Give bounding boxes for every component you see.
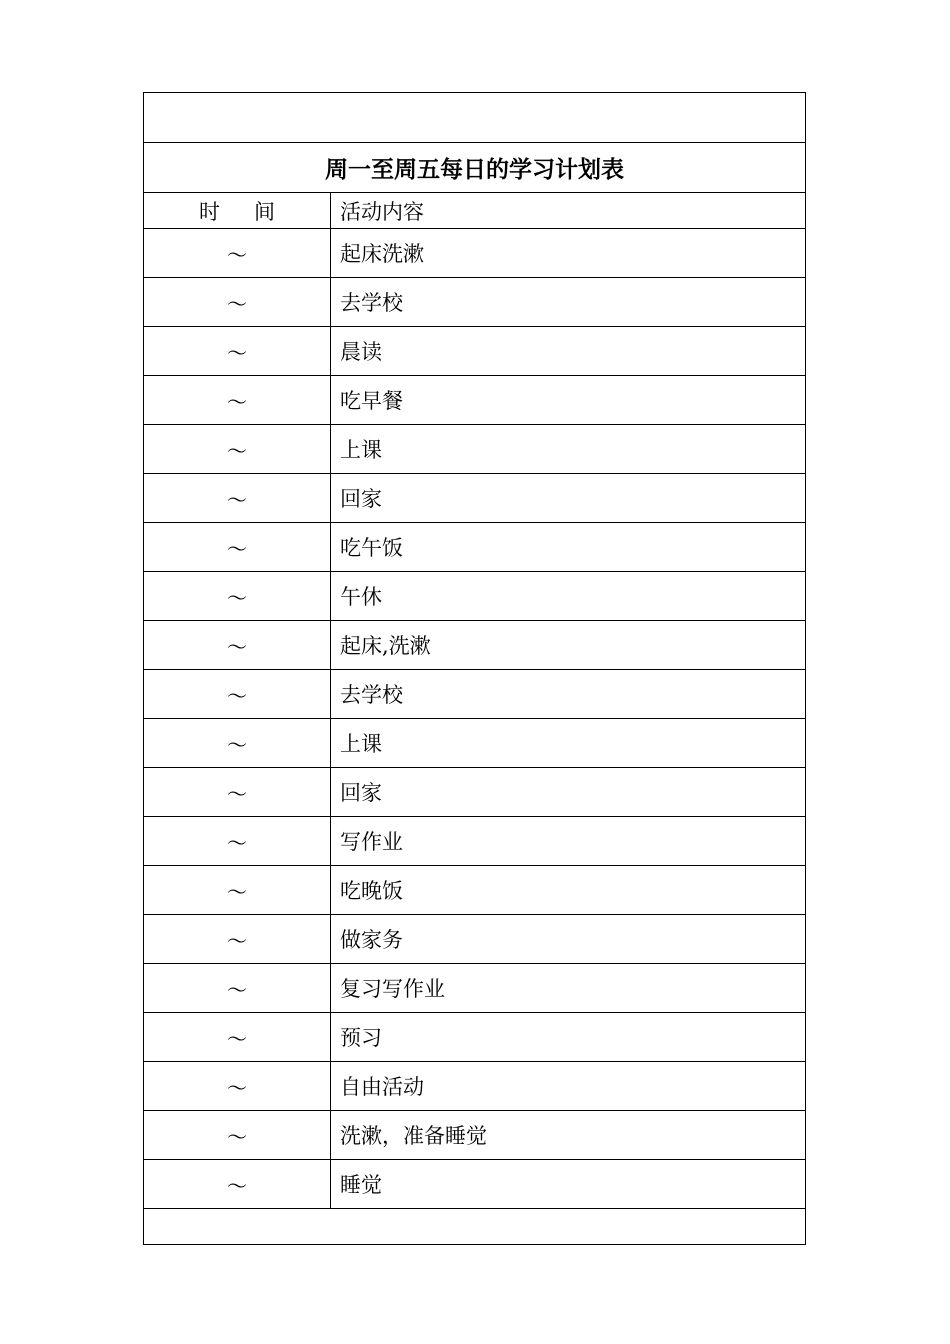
time-cell: ～: [144, 817, 331, 866]
table-row: [144, 866, 806, 915]
table-row: [144, 425, 806, 474]
time-cell: ～: [144, 572, 331, 621]
table-row: [144, 1013, 806, 1062]
table-row: [144, 572, 806, 621]
activity-cell: 起床洗漱: [331, 229, 806, 278]
activity-cell: 做家务: [331, 915, 806, 964]
time-cell: ～: [144, 964, 331, 1013]
table-row: [144, 1111, 806, 1160]
time-cell: ～: [144, 768, 331, 817]
table-row: [144, 964, 806, 1013]
activity-cell: 回家: [331, 474, 806, 523]
activity-cell: 吃午饭: [331, 523, 806, 572]
time-cell: ～: [144, 1160, 331, 1209]
time-cell: ～: [144, 1062, 331, 1111]
activity-cell: 晨读: [331, 327, 806, 376]
activity-cell: 吃早餐: [331, 376, 806, 425]
activity-cell: 复习写作业: [331, 964, 806, 1013]
time-cell: ～: [144, 229, 331, 278]
time-cell: ～: [144, 621, 331, 670]
activity-cell: 上课: [331, 719, 806, 768]
blank-bottom-row: [144, 1209, 806, 1245]
activity-cell: 睡觉: [331, 1160, 806, 1209]
time-cell: ～: [144, 670, 331, 719]
activity-cell: 预习: [331, 1013, 806, 1062]
table-row: [144, 327, 806, 376]
table-row: [144, 376, 806, 425]
time-cell: ～: [144, 719, 331, 768]
time-cell: ～: [144, 376, 331, 425]
activity-cell: 写作业: [331, 817, 806, 866]
table-row: [144, 670, 806, 719]
blank-top-cell: [144, 93, 806, 143]
activity-cell: 去学校: [331, 278, 806, 327]
time-cell: ～: [144, 278, 331, 327]
time-cell: ～: [144, 915, 331, 964]
activity-cell: 起床,洗漱: [331, 621, 806, 670]
table-row: [144, 915, 806, 964]
time-cell: ～: [144, 327, 331, 376]
table-title: 周一至周五每日的学习计划表: [144, 143, 806, 193]
table-row: [144, 768, 806, 817]
table-row: [144, 474, 806, 523]
time-cell: ～: [144, 474, 331, 523]
activity-cell: 洗漱，准备睡觉: [331, 1111, 806, 1160]
activity-cell: 吃晚饭: [331, 866, 806, 915]
time-cell: ～: [144, 523, 331, 572]
activity-cell: 去学校: [331, 670, 806, 719]
blank-top-row: [144, 93, 806, 143]
activity-cell: 自由活动: [331, 1062, 806, 1111]
table-row: [144, 1062, 806, 1111]
time-cell: ～: [144, 1111, 331, 1160]
header-time: 时间: [144, 193, 331, 229]
table-row: [144, 523, 806, 572]
activity-cell: 上课: [331, 425, 806, 474]
title-row: [144, 143, 806, 193]
time-cell: ～: [144, 1013, 331, 1062]
table-row: [144, 229, 806, 278]
table-row: [144, 719, 806, 768]
study-schedule-table: [143, 92, 806, 1245]
activity-cell: 回家: [331, 768, 806, 817]
header-activity: 活动内容: [331, 193, 806, 229]
table-row: [144, 1160, 806, 1209]
table-row: [144, 278, 806, 327]
time-cell: ～: [144, 866, 331, 915]
table-row: [144, 817, 806, 866]
activity-cell: 午休: [331, 572, 806, 621]
time-cell: ～: [144, 425, 331, 474]
schedule-table-body: [144, 93, 806, 1245]
blank-bottom-cell: [144, 1209, 806, 1245]
header-row: [144, 193, 806, 229]
table-row: [144, 621, 806, 670]
